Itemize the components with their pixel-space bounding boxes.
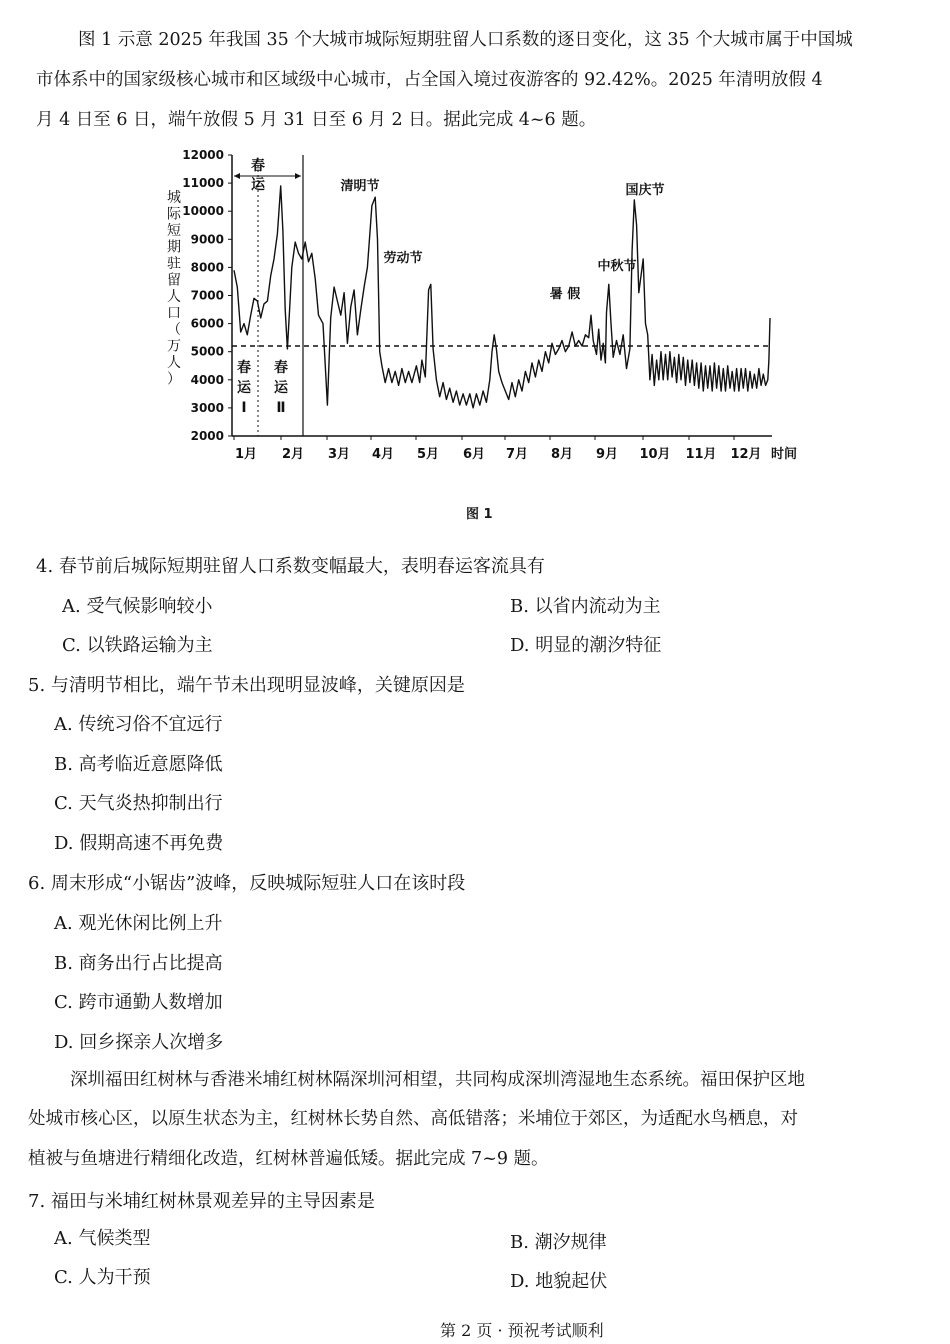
annotation-qingming: 清明节 — [340, 179, 380, 194]
y-tick-label: 4000 — [190, 372, 224, 387]
q5-option-b[interactable]: B. 高考临近意愿降低 — [54, 754, 223, 775]
intro2-line-1: 深圳福田红树林与香港米埔红树林隔深圳河相望，共同构成深圳湾湿地生态系统。福田保护区地 — [70, 1070, 805, 1090]
y-axis-label-char: 人 — [167, 355, 181, 371]
y-axis-label-char: 人 — [167, 289, 181, 305]
annotation-mid-autumn: 中秋节 — [597, 259, 637, 274]
x-tick-label: 5月 — [416, 447, 440, 462]
annotation-spring-2: Ⅱ — [276, 400, 286, 416]
y-axis-label-char: 留 — [167, 272, 181, 289]
q7-option-b[interactable]: B. 潮汐规律 — [510, 1232, 607, 1253]
y-tick-label: 3000 — [190, 400, 224, 415]
intro1-line-2: 市体系中的国家级核心城市和区域级中心城市，占全国入境过夜游客的 92.42%。2025 年清明放假 4 — [36, 70, 823, 90]
y-axis-label-char: 驻 — [167, 256, 181, 272]
x-tick-label: 2月 — [281, 447, 305, 462]
intro1-line-3: 月 4 日至 6 日，端午放假 5 月 31 日至 6 月 2 日。据此完成 4~6 题。 — [36, 110, 597, 130]
y-axis-label-char: 口 — [167, 305, 181, 322]
x-tick-label: 11月 — [685, 447, 717, 462]
series-line — [234, 186, 770, 408]
y-axis-label-char: ） — [167, 371, 181, 388]
annotation-spring-1: 春 — [237, 360, 251, 376]
annotation-spring-transport: 春 — [251, 158, 265, 174]
annotation-summer: 暑 假 — [549, 287, 581, 302]
chart-annotations — [237, 157, 665, 416]
x-tick-label: 4月 — [371, 447, 395, 462]
intro2-line-2: 处城市核心区，以原生状态为主，红树林长势自然、高低错落；米埔位于郊区，为适配水鸟栖息，对 — [28, 1109, 798, 1129]
y-axis-label-char: 短 — [167, 223, 181, 239]
page-footer: 第 2 页 · 预祝考试顺利 — [440, 1321, 604, 1340]
y-tick-label: 9000 — [190, 232, 224, 247]
q7-stem: 7. 福田与米埔红树林景观差异的主导因素是 — [28, 1191, 375, 1212]
annotation-spring-2: 春 — [274, 360, 288, 376]
q5-option-c[interactable]: C. 天气炎热抑制出行 — [54, 793, 223, 814]
annotation-national-day: 国庆节 — [625, 183, 665, 198]
q7-option-a[interactable]: A. 气候类型 — [54, 1228, 151, 1249]
x-tick-label: 7月 — [505, 447, 529, 462]
q5-option-d[interactable]: D. 假期高速不再免费 — [54, 833, 224, 854]
y-tick-label: 8000 — [190, 260, 224, 275]
q6-stem: 6. 周末形成“小锯齿”波峰，反映城际短驻人口在该时段 — [28, 873, 466, 894]
annotation-labor-day: 劳动节 — [383, 251, 423, 266]
x-tick-label: 12月 — [730, 447, 762, 462]
x-tick-label: 6月 — [462, 447, 486, 462]
y-tick-label: 11000 — [182, 176, 224, 191]
y-tick-label: 6000 — [190, 316, 224, 331]
x-tick-label: 8月 — [550, 447, 574, 462]
y-tick-label: 10000 — [182, 204, 224, 219]
y-tick-label: 5000 — [190, 344, 224, 359]
y-axis-label-char: 万 — [167, 338, 181, 355]
q4-option-c[interactable]: C. 以铁路运输为主 — [62, 635, 213, 656]
y-axis-label-char: 际 — [167, 206, 181, 223]
x-tick-label: 10月 — [639, 447, 671, 462]
figure-label: 图 1 — [466, 507, 493, 522]
q6-option-d[interactable]: D. 回乡探亲人次增多 — [54, 1032, 224, 1053]
annotation-spring-2: 运 — [274, 380, 288, 396]
annotation-spring-transport: 运 — [251, 177, 265, 193]
x-axis-title: 时间 — [770, 447, 798, 462]
x-axis-ticks — [234, 436, 797, 462]
q6-option-a[interactable]: A. 观光休闲比例上升 — [54, 913, 223, 934]
q4-option-b[interactable]: B. 以省内流动为主 — [510, 596, 661, 617]
y-tick-label: 12000 — [182, 148, 224, 162]
q4-option-a[interactable]: A. 受气候影响较小 — [62, 596, 213, 617]
q6-option-c[interactable]: C. 跨市通勤人数增加 — [54, 992, 223, 1013]
x-tick-label: 9月 — [595, 447, 619, 462]
q4-stem: 4. 春节前后城际短期驻留人口系数变幅最大，表明春运客流具有 — [36, 556, 545, 577]
y-axis-label — [167, 190, 182, 388]
q5-stem: 5. 与清明节相比，端午节未出现明显波峰，关键原因是 — [28, 675, 465, 696]
y-axis-label-char: （ — [167, 322, 181, 338]
resident-population-chart — [160, 140, 820, 480]
annotation-spring-1: 运 — [237, 380, 251, 396]
y-axis-ticks — [182, 148, 232, 443]
x-tick-label: 3月 — [327, 447, 351, 462]
annotation-spring-1: Ⅰ — [241, 400, 247, 416]
q4-option-d[interactable]: D. 明显的潮汐特征 — [510, 635, 662, 656]
y-tick-label: 2000 — [190, 429, 224, 443]
y-axis-label-char: 期 — [167, 239, 181, 256]
x-tick-label: 1月 — [234, 447, 258, 462]
q6-option-b[interactable]: B. 商务出行占比提高 — [54, 953, 223, 974]
q7-option-c[interactable]: C. 人为干预 — [54, 1267, 151, 1288]
intro2-line-3: 植被与鱼塘进行精细化改造，红树林普遍低矮。据此完成 7~9 题。 — [28, 1149, 549, 1169]
q7-option-d[interactable]: D. 地貌起伏 — [510, 1271, 608, 1292]
q5-option-a[interactable]: A. 传统习俗不宜远行 — [54, 714, 223, 735]
y-tick-label: 7000 — [190, 288, 224, 303]
intro1-line-1: 图 1 示意 2025 年我国 35 个大城市城际短期驻留人口系数的逐日变化，这 35 个大城市属于中国城 — [78, 30, 853, 50]
y-axis-label-char: 城 — [167, 190, 181, 206]
